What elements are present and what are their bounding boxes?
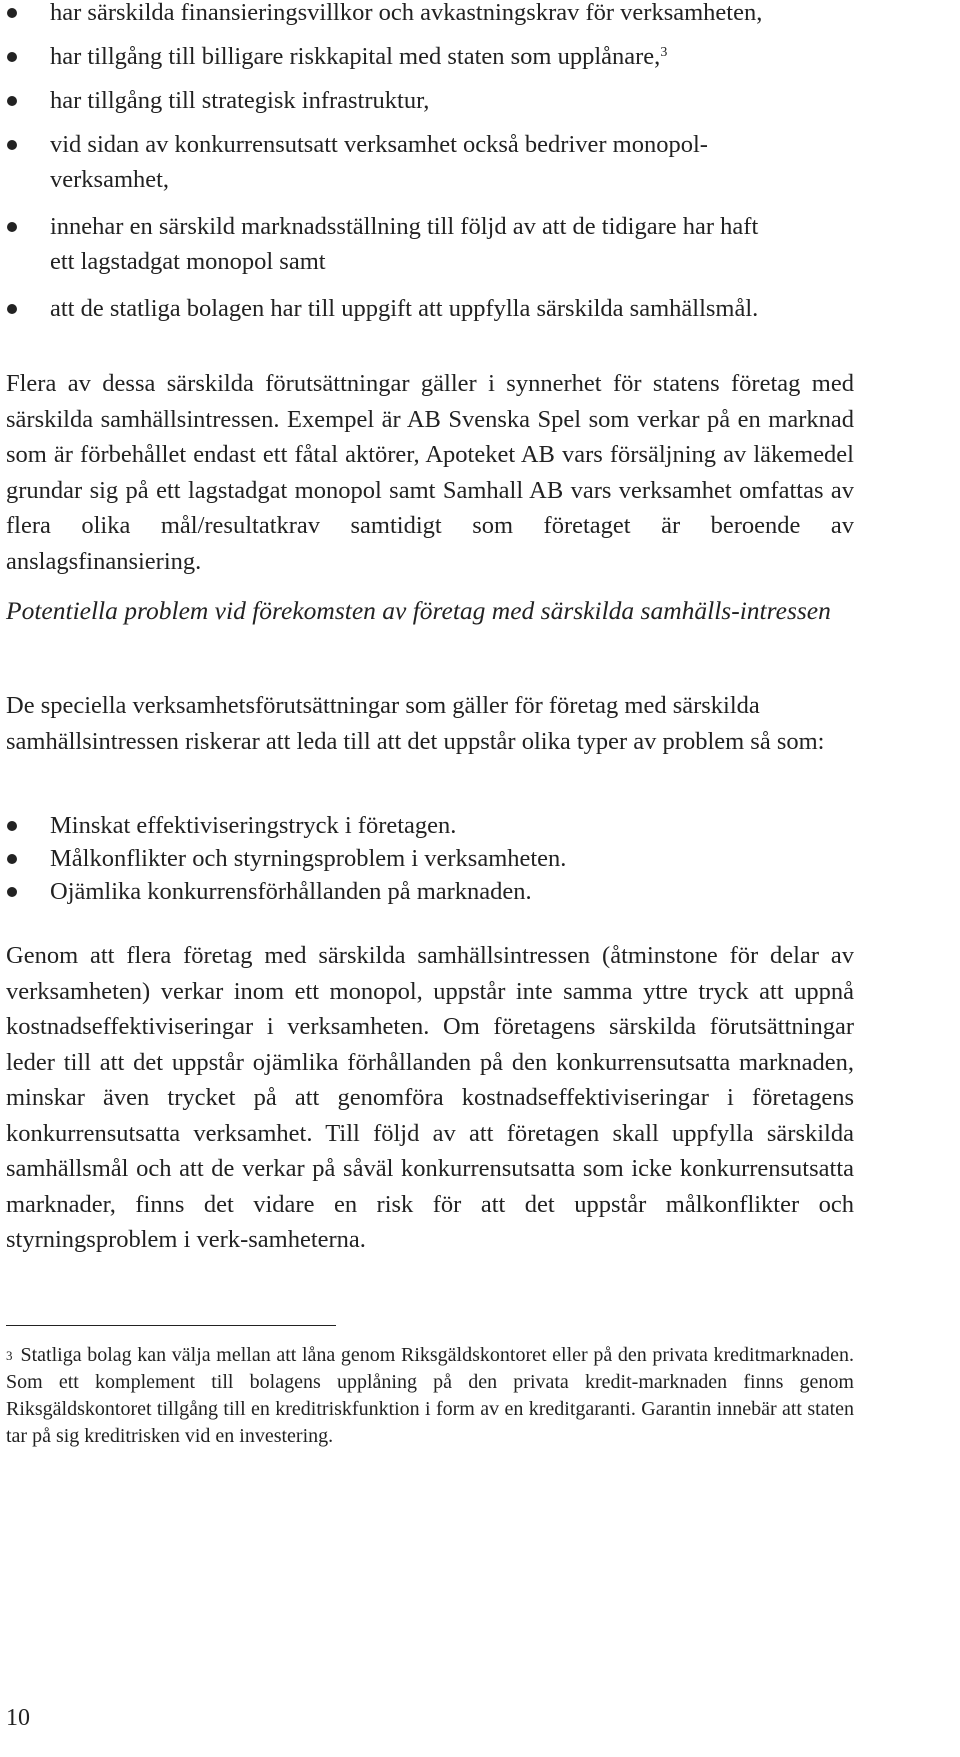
- bullet-icon: [7, 887, 17, 897]
- bullet-icon: [7, 222, 17, 232]
- bullet-icon: [7, 304, 17, 314]
- bullet-icon: [7, 96, 17, 106]
- section-heading: Potentiella problem vid förekomsten av företag med särskilda samhälls-intressen: [6, 596, 831, 625]
- footnote-divider: [6, 1325, 336, 1326]
- list-item: har tillgång till billigare riskkapital med staten som upplånare,$^3$: [0, 39, 860, 74]
- footnote-number: 3: [6, 1348, 13, 1363]
- list-item: har särskilda finansieringsvillkor och avkastningskrav för verksamheten,: [0, 0, 860, 30]
- list-item: Minskat effektiviseringstryck i företagen.: [0, 808, 860, 843]
- paragraph: De speciella verksamhetsförutsättningar som gäller för företag med särskilda samhällsintressen riskerar att leda till att det uppstår olika typer av problem så som:: [6, 692, 825, 755]
- list-item: innehar en särskild marknadsställning till följd av att de tidigare har haft ett lagstadgat monopol samt: [0, 209, 860, 279]
- list-item: vid sidan av konkurrensutsatt verksamhet också bedriver monopol- verksamhet,: [0, 127, 860, 197]
- bullet-icon: [7, 821, 17, 831]
- paragraph: Flera av dessa särskilda förutsättningar gäller i synnerhet för statens företag med särskilda samhällsintressen. Exempel är AB Svenska Spel som verkar på en marknad som är förbehållet endast ett fåtal aktörer, Apoteket AB vars försäljning av läkemedel grundar sig på ett lagstadgat monopol samt Samhall AB vars verksamhet omfattas av flera olika mål/resultatkrav samtidigt som företaget är beroende av anslagsfinansiering.: [6, 370, 854, 575]
- footnote: $^3$ Statliga bolag kan välja mellan att låna genom Riksgäldskontoret eller på den privata kreditmarknaden. Som ett komplement till bolagens upplåning på den privata kredit-marknaden finns genom Riksgäldskontoret tillgång till en kreditriskfunktion i form av en kreditgaranti. Garantin innebär att staten tar på sig kreditrisken vid en investering.: [6, 1344, 854, 1447]
- problems-list: [0, 808, 860, 909]
- paragraph: Genom att flera företag med särskilda samhällsintressen (åtminstone för delar av verksamheten) verkar inom ett monopol, uppstår inte samma yttre tryck att uppnå kostnadseffektiviseringar i verksamheten. Om företagens särskilda förutsättningar leder till att det uppstår ojämlika förhållanden på den konkurrensutsatta marknaden, minskar även trycket på att genomföra kostnadseffektiviseringar i företagens konkurrensutsatta verksamhet. Till följd av att företagen skall uppfylla särskilda samhällsmål och att de verkar på såväl konkurrensutsatta som icke konkurrensutsatta marknader, finns det vidare en risk för att det uppstår målkonflikter och styrningsproblem i verk-samheterna.: [6, 942, 854, 1253]
- list-item: att de statliga bolagen har till uppgift att uppfylla särskilda samhällsmål.: [0, 291, 860, 326]
- list-item: Ojämlika konkurrensförhållanden på marknaden.: [0, 874, 860, 909]
- conditions-list: [0, 0, 860, 326]
- bullet-icon: [7, 8, 17, 18]
- bullet-icon: [7, 854, 17, 864]
- list-item: Målkonflikter och styrningsproblem i verksamheten.: [0, 841, 860, 876]
- bullet-icon: [7, 52, 17, 62]
- page-number: 10: [6, 1705, 30, 1731]
- list-item: har tillgång till strategisk infrastruktur,: [0, 83, 860, 118]
- bullet-icon: [7, 140, 17, 150]
- footnote-ref: 3: [660, 45, 668, 60]
